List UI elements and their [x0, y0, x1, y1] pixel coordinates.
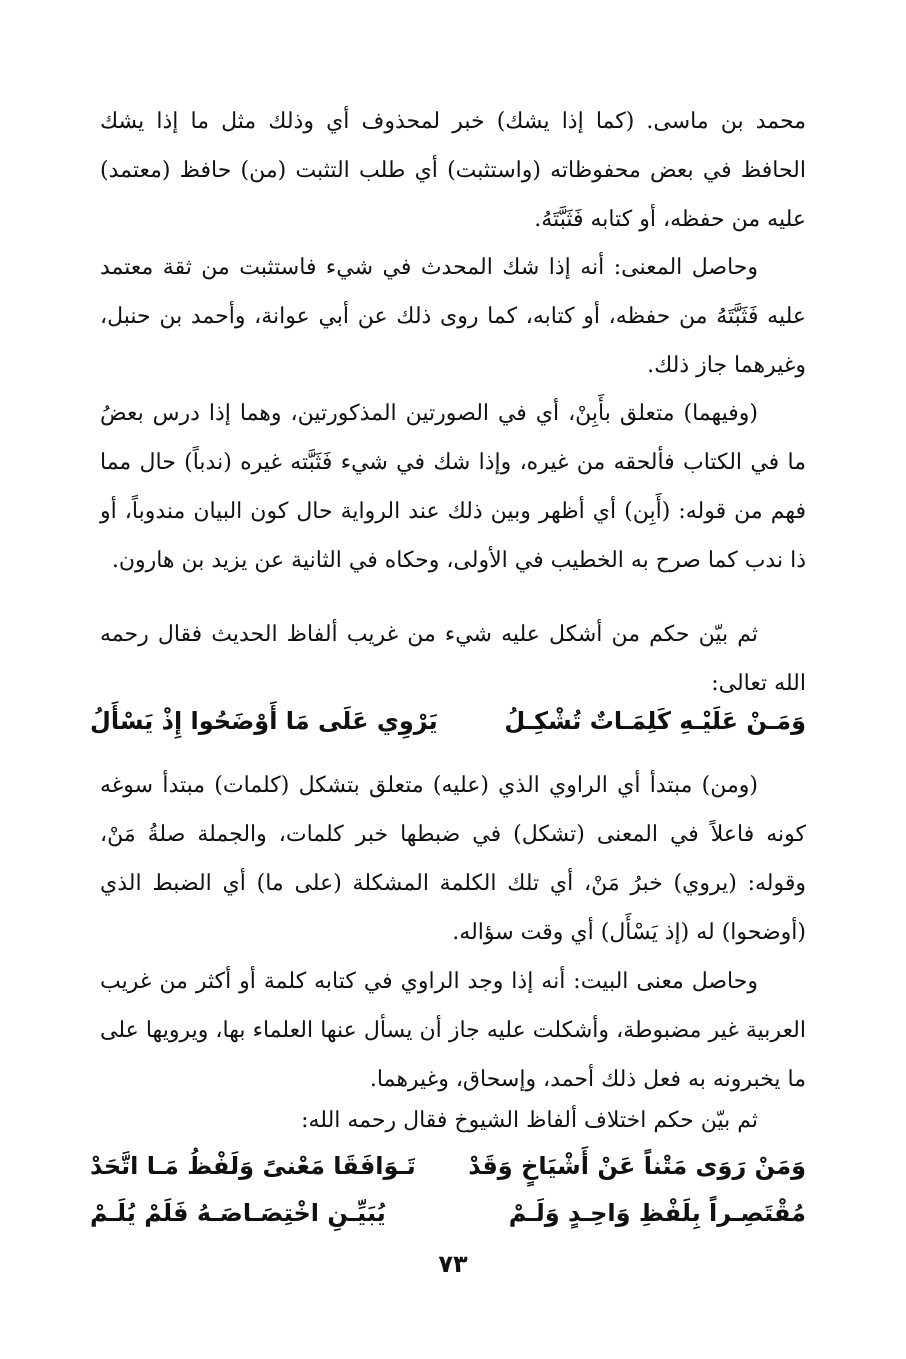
- paragraph-text: (ومن) مبتدأ أي الراوي الذي (عليه) متعلق بتشكل (كلمات) مبتدأ سوغه كونه فاعلاً في المعنى (تشكل) في ضبطها خبر كلمات، والجملة صلةُ مَنْ، وقوله: (يروي) خبرُ مَنْ، أي تلك الكلمة المشكلة (على ما) أي الضبط الذي (أوضحوا) له (إذ يَسْأَل) أي وقت سؤاله.: [100, 773, 806, 945]
- paragraph-text: وحاصل المعنى: أنه إذا شك المحدث في شيء فاستثبت من ثقة معتمد عليه فَثَبَّتَهُ من حفظه، أو كتابه، كما روى ذلك عن أبي عوانة، وأحمد بن حنبل، وغيرهما جاز ذلك.: [100, 255, 806, 378]
- paragraph-meaning-1: [100, 243, 806, 390]
- paragraph-text: ثم بيّن حكم اختلاف ألفاظ الشيوخ فقال رحمه الله:: [301, 1108, 758, 1133]
- verse-first-hemistich: مُقْتَصِـراً بِلَفْظِ وَاحِـدٍ وَلَـمْ: [508, 1199, 806, 1227]
- verse-first-hemistich: وَمَـنْ عَلَيْـهِ كَلِمَـاتٌ تُشْكِـلُ: [504, 707, 806, 735]
- verse-line-2: [90, 1143, 806, 1189]
- verse-second-hemistich: يَرْوِي عَلَى مَا أَوْضَحُوا إِذْ يَسْأَلُ: [90, 707, 438, 735]
- paragraph-intro-verse-1: [100, 610, 806, 708]
- paragraph-meaning-2: [100, 957, 806, 1104]
- verse-first-hemistich: وَمَنْ رَوَى مَتْناً عَنْ أَشْيَاخٍ وَقَدْ: [468, 1152, 806, 1180]
- paragraph-text: وحاصل معنى البيت: أنه إذا وجد الراوي في كتابه كلمة أو أكثر من غريب العربية غير مضبوطة، وأشكلت عليه جاز أن يسأل عنها العلماء بها، ويرويها على ما يخبرونه به فعل ذلك أحمد، وإسحاق، وغيرهما.: [100, 969, 806, 1092]
- verse-line-3: [90, 1190, 806, 1236]
- page-number: ٧٣: [438, 1250, 468, 1278]
- paragraph-intro-verse-2: [100, 1096, 806, 1145]
- verse-line-1: [90, 698, 806, 744]
- paragraph-text: (وفيهما) متعلق بأَبِنْ، أي في الصورتين المذكورتين، وهما إذا درس بعضُ ما في الكتاب فألحقه من غيره، وإذا شك في شيء فَثَبَّته غيره (ندباً) حال مما فهم من قوله: (أَبِن) أي أظهر وبين ذلك عند الرواية حال كون البيان مندوباً، أو ذا ندب كما صرح به الخطيب في الأولى، وحكاه في الثانية عن يزيد بن هارون.: [100, 401, 806, 573]
- paragraph-text: ثم بيّن حكم من أشكل عليه شيء من غريب ألفاظ الحديث فقال رحمه الله تعالى:: [100, 622, 806, 696]
- paragraph-commentary-1: [100, 97, 806, 244]
- paragraph-text: محمد بن ماسى. (كما إذا يشك) خبر لمحذوف أي وذلك مثل ما إذا يشك الحافظ في بعض محفوظاته (واستثبت) أي طلب التثبت (من) حافظ (معتمد) عليه من حفظه، أو كتابه فَثَبَّتَهُ.: [100, 109, 806, 232]
- verse-second-hemistich: يُبَيِّـنِ اخْتِصَـاصَـهُ فَلَمْ يُلَـمْ: [90, 1199, 386, 1227]
- verse-second-hemistich: تَـوَافَقَا مَعْنىً وَلَفْظُ مَـا اتَّحَدْ: [90, 1152, 416, 1180]
- paragraph-commentary-2: [100, 389, 806, 585]
- paragraph-commentary-3: [100, 761, 806, 957]
